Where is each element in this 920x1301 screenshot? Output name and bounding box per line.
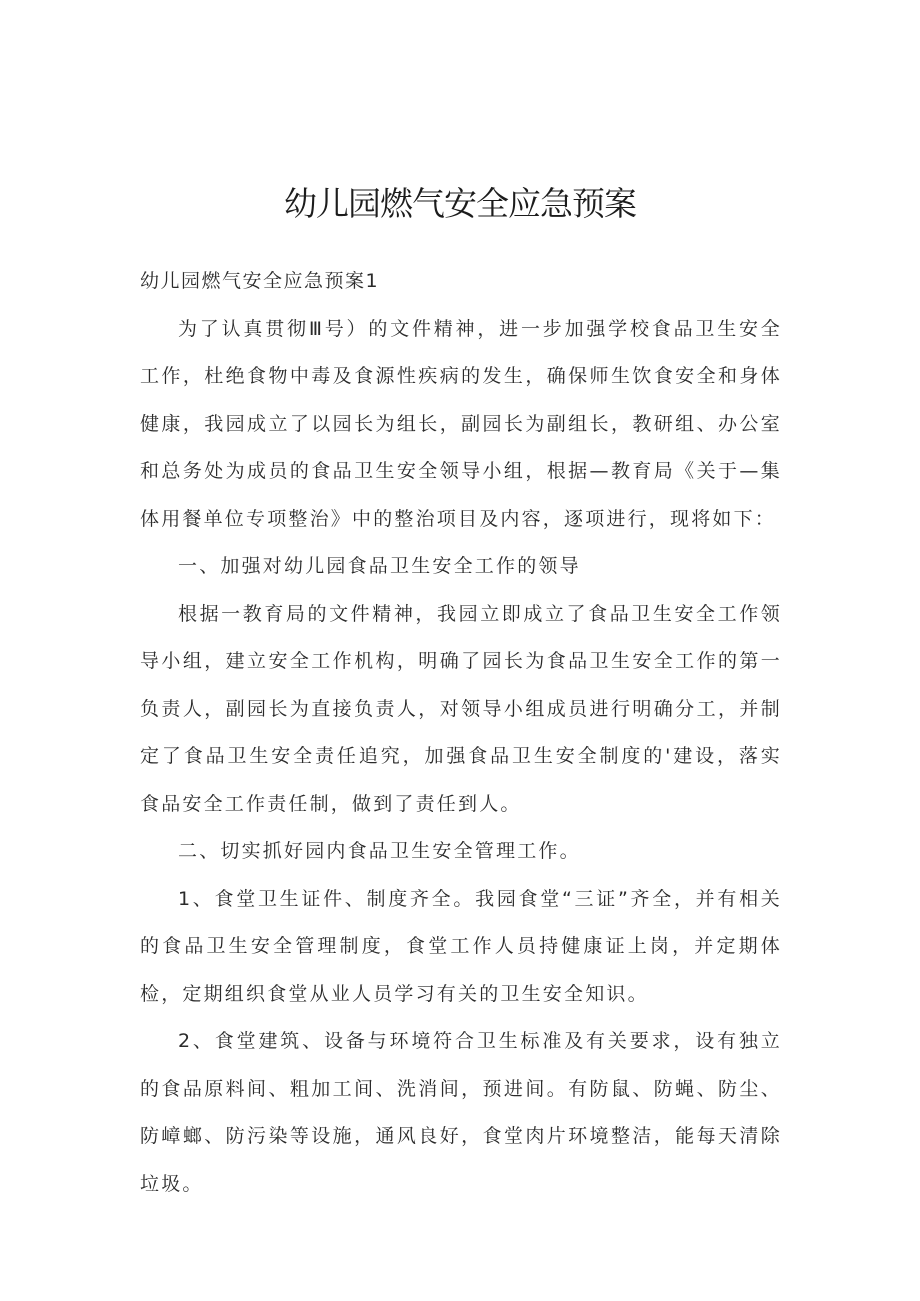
- paragraph-item-2: 2、食堂建筑、设备与环境符合卫生标准及有关要求，设有独立的食品原料间、粗加工间、洗消间，预进间。有防鼠、防蝇、防尘、防嶂螂、防污染等设施，通风良好，食堂肉片环境整洁，能每天清除垃圾。: [140, 1030, 782, 1195]
- section-heading-2: 二、切实抓好园内食品卫生安全管理工作。: [178, 840, 581, 862]
- document-body: [140, 258, 782, 1208]
- section-subtitle: 幼儿园燃气安全应急预案1: [140, 270, 380, 292]
- paragraph-leadership: 根据一教育局的文件精神，我园立即成立了食品卫生安全工作领导小组，建立安全工作机构，明确了园长为食品卫生安全工作的第一负责人，副园长为直接负责人，对领导小组成员进行明确分工，并制定了食品卫生安全责任追究，加强食品卫生安全制度的'建设，落实食品安全工作责任制，做到了责任到人。: [140, 602, 782, 815]
- paragraph-intro: 为了认真贯彻Ⅲ号）的文件精神，进一步加强学校食品卫生安全工作，杜绝食物中毒及食源性疾病的发生，确保师生饮食安全和身体健康，我园成立了以园长为组长，副园长为副组长，教研组、办公室和总务处为成员的食品卫生安全领导小组，根据—教育局《关于—集体用餐单位专项整治》中的整治项目及内容，逐项进行，现将如下：: [140, 317, 782, 530]
- document-title: 幼儿园燃气安全应急预案: [284, 184, 636, 224]
- paragraph-item-1: 1、食堂卫生证件、制度齐全。我园食堂“三证”齐全，并有相关的食品卫生安全管理制度，食堂工作人员持健康证上岗，并定期体检，定期组织食堂从业人员学习有关的卫生安全知识。: [140, 887, 782, 1005]
- section-heading-1: 一、加强对幼儿园食品卫生安全工作的领导: [178, 555, 581, 577]
